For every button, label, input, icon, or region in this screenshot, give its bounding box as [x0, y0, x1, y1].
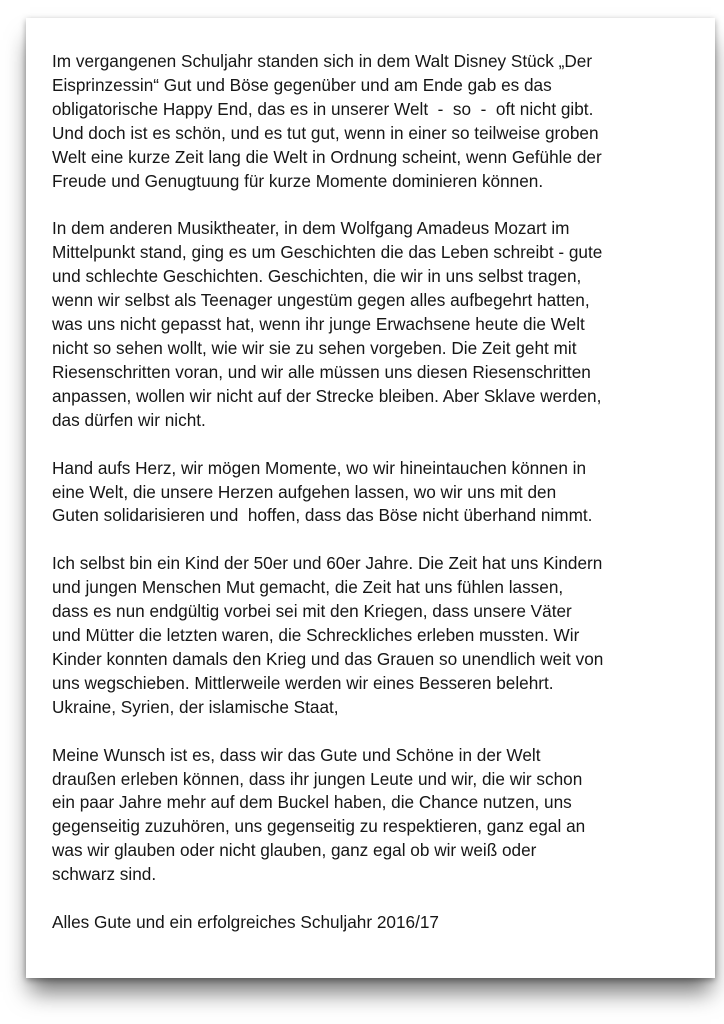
- paragraph: [52, 552, 722, 719]
- text-line: Eisprinzessin“ Gut und Böse gegenüber und am Ende gab es das: [52, 74, 552, 95]
- text-line: anpassen, wollen wir nicht auf der Strecke bleiben. Aber Sklave werden,: [52, 385, 602, 406]
- text-line: eine Welt, die unsere Herzen aufgehen lassen, wo wir uns mit den: [52, 481, 557, 502]
- text-line: draußen erleben können, dass ihr jungen Leute und wir, die wir schon: [52, 768, 583, 789]
- text-line: Welt eine kurze Zeit lang die Welt in Ordnung scheint, wenn Gefühle der: [52, 146, 602, 167]
- text-line: Ich selbst bin ein Kind der 50er und 60er Jahre. Die Zeit hat uns Kindern: [52, 553, 603, 574]
- text-line: Mittelpunkt stand, ging es um Geschichten die das Leben schreibt - gute: [52, 242, 603, 263]
- document-body: [52, 50, 722, 935]
- text-line: nicht so sehen wollt, wie wir sie zu sehen vorgeben. Die Zeit geht mit: [52, 337, 577, 358]
- text-line: Kinder konnten damals den Krieg und das Grauen so unendlich weit von: [52, 648, 604, 669]
- text-line: Ukraine, Syrien, der islamische Staat,: [52, 696, 339, 717]
- text-line: Meine Wunsch ist es, dass wir das Gute und Schöne in der Welt: [52, 744, 541, 765]
- text-line: Freude und Genugtuung für kurze Momente dominieren können.: [52, 170, 544, 191]
- text-line: Im vergangenen Schuljahr standen sich in dem Walt Disney Stück „Der: [52, 51, 593, 71]
- text-line: Und doch ist es schön, und es tut gut, wenn in einer so teilweise groben: [52, 122, 599, 143]
- paragraph: [52, 911, 722, 935]
- text-line: und Mütter die letzten waren, die Schreckliches erleben mussten. Wir: [52, 625, 580, 646]
- text-line: schwarz sind.: [52, 864, 157, 885]
- text-line: Riesenschritten voran, und wir alle müssen uns diesen Riesenschritten: [52, 361, 591, 382]
- text-line: das dürfen wir nicht.: [52, 409, 206, 430]
- text-line: gegenseitig zuzuhören, uns gegenseitig zu respektieren, ganz egal an: [52, 816, 586, 837]
- text-line: was uns nicht gepasst hat, wenn ihr junge Erwachsene heute die Welt: [52, 314, 585, 335]
- text-line: obligatorische Happy End, das es in unserer Welt - so - oft nicht gibt.: [52, 98, 594, 119]
- paragraph: [52, 50, 722, 193]
- text-line: uns wegschieben. Mittlerweile werden wir eines Besseren belehrt.: [52, 672, 554, 693]
- paragraph: [52, 217, 722, 432]
- text-line: wenn wir selbst als Teenager ungestüm gegen alles aufbegehrt hatten,: [52, 290, 590, 311]
- text-line: was wir glauben oder nicht glauben, ganz egal ob wir weiß oder: [52, 840, 537, 861]
- text-line: Guten solidarisieren und hoffen, dass das Böse nicht überhand nimmt.: [52, 505, 593, 526]
- text-line: dass es nun endgültig vorbei sei mit den Kriegen, dass unsere Väter: [52, 601, 572, 622]
- text-line: Hand aufs Herz, wir mögen Momente, wo wir hineintauchen können in: [52, 457, 587, 478]
- text-line: und jungen Menschen Mut gemacht, die Zeit hat uns fühlen lassen,: [52, 577, 564, 598]
- text-line: Alles Gute und ein erfolgreiches Schuljahr 2016/17: [52, 912, 439, 933]
- text-line: In dem anderen Musiktheater, in dem Wolfgang Amadeus Mozart im: [52, 218, 570, 239]
- paragraph: [52, 457, 722, 529]
- paragraph: [52, 744, 722, 887]
- text-line: ein paar Jahre mehr auf dem Buckel haben, die Chance nutzen, uns: [52, 792, 572, 813]
- text-line: und schlechte Geschichten. Geschichten, die wir in uns selbst tragen,: [52, 266, 582, 287]
